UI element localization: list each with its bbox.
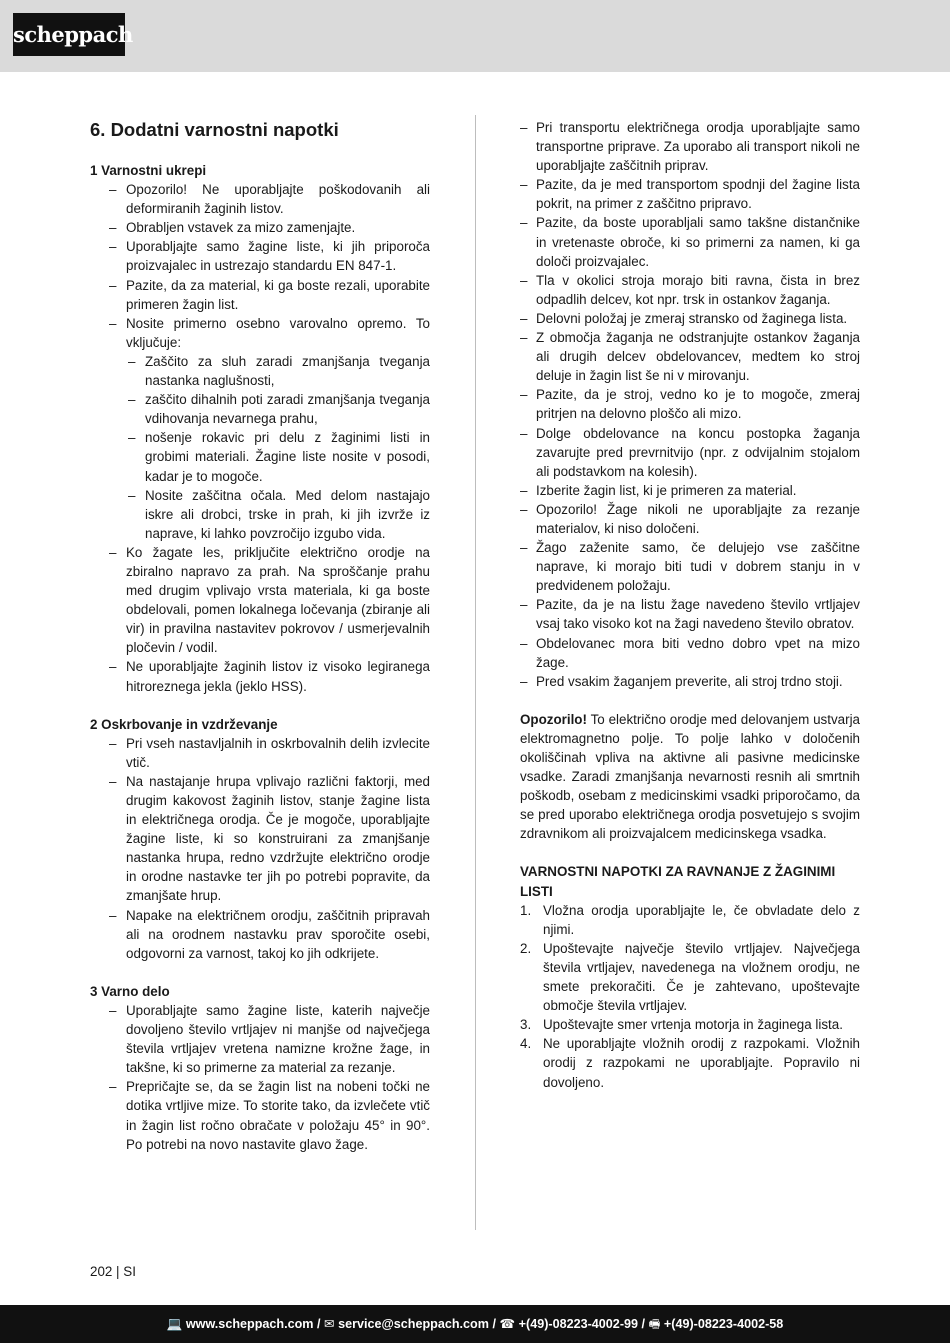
list-item: – Napake na električnem orodju, zaščitnih pripravah ali na orodnem nastavku prav sporočite osebi, odgovorni za varnost, takoj ko jih odkrijete. [90, 906, 430, 963]
sub-list-item: – Zaščito za sluh zaradi zmanjšanja tveganja nastanka naglušnosti, [126, 352, 430, 390]
sub-list-item: – nošenje rokavic pri delu z žaginimi listi in grobimi materiali. Žagine liste nosite v posodi, kadar je to mogoče. [126, 428, 430, 485]
numbered-item [520, 1015, 860, 1034]
list-item-text: Nosite primerno osebno varovalno opremo. To vključuje: [126, 315, 430, 350]
mail-icon: ✉ [324, 1317, 335, 1331]
subsection-title: 3 Varno delo [90, 983, 170, 999]
item-number: 2. [520, 940, 532, 956]
numbered-item [520, 1034, 860, 1091]
item-text: Ne uporabljajte vložnih orodij z razpokami. Vložnih orodij z razpokami ne uporabljajte. Popravilo ni dovoljeno. [543, 1036, 860, 1090]
emf-warning [520, 710, 860, 844]
safety-measures-list [90, 180, 430, 696]
list-item: – Na nastajanje hrupa vplivajo različni faktorji, med drugim kakovost žaginih listov, stanje žagine lista in električnega orodja. Če je mogoče, uporabljajte žagine liste, ki so konstruirani za zmanjšanje nastanka hrupa, redno vzdržujte električno orodje in orodne nastavke ter jih po potrebi popravite, da zmanjšate hrup. [90, 772, 430, 906]
list-item: – Pazite, da je na listu žage navedeno število vrtljajev vsaj tako visoko kot na žagi navedeno število obratov. [520, 595, 860, 633]
warning-text: To električno orodje med delovanjem ustvarja elektromagnetno polje. To polje lahko v določenih okoliščinah vpliva na aktivne ali pasivne medicinske vsadke. Zaradi zmanjšanja nevarnosti resnih ali smrtnih poškodb, osebam z medicinskimi vsadki priporočamo, da se pred uporabo električnega orodja posvetujejo s svojim zdravnikom ali proizvajalcem medicinskega vsadka. [520, 711, 860, 842]
list-item: – Z območja žaganja ne odstranjujte ostankov žaganja ali drugih delcev obdelovancev, medtem ko stroj deluje in žagin list še ni v mirovanju. [520, 328, 860, 385]
sub-list-item: – zaščito dihalnih poti zaradi zmanjšanja tveganja vdihovanja nevarnega prahu, [126, 390, 430, 428]
footer-phone[interactable]: +(49)-08223-4002-99 / [518, 1317, 646, 1331]
list-item: – Pazite, da za material, ki ga boste rezali, uporabite primeren žagin list. [90, 276, 430, 314]
item-number: 4. [520, 1036, 532, 1052]
safe-work-list-continued [520, 118, 860, 691]
list-item: – Pazite, da je med transportom spodnji del žagine lista pokrit, na primer z zaščitno pripravo. [520, 175, 860, 213]
numbered-item [520, 901, 860, 939]
column-divider [475, 115, 476, 1230]
list-item: – Uporabljajte samo žagine liste, ki jih priporoča proizvajalec in ustrezajo standardu EN 847-1. [90, 237, 430, 275]
list-item: – Pazite, da je stroj, vedno ko je to mogoče, zmeraj pritrjen na delovno ploščo ali mizo. [520, 385, 860, 423]
list-item: – Ne uporabljajte žaginih listov iz visoko legiranega hitroreznega jekla (jeklo HSS). [90, 657, 430, 695]
footer-email[interactable]: service@scheppach.com / [338, 1317, 496, 1331]
list-item: – Opozorilo! Ne uporabljajte poškodovanih ali deformiranih žaginih listov. [90, 180, 430, 218]
item-text: Vložna orodja uporabljajte le, če obvladate delo z njimi. [543, 902, 860, 937]
footer-website[interactable]: www.scheppach.com / [185, 1317, 321, 1331]
list-item: – Tla v okolici stroja morajo biti ravna, čista in brez odpadlih delcev, kot npr. trsk in ostankov žaganja. [520, 271, 860, 309]
left-column [90, 118, 430, 1154]
footer-bar [0, 1305, 950, 1343]
fax-icon: 🖷 [648, 1317, 661, 1331]
list-item: – Opozorilo! Žage nikoli ne uporabljajte za rezanje materialov, ki niso določeni. [520, 500, 860, 538]
safe-work-list [90, 1001, 430, 1154]
computer-icon: 💻 [166, 1317, 183, 1331]
list-item: – Pri vseh nastavljalnih in oskrbovalnih delih izvlecite vtič. [90, 734, 430, 772]
item-number: 1. [520, 902, 532, 918]
list-item: – Dolge obdelovance na koncu postopka žaganja zavarujte pred prevrnitvijo (npr. z odvijalnim stojalom ali podstavkom na kolesih). [520, 424, 860, 481]
header-bar [0, 0, 950, 72]
list-item: – Izberite žagin list, ki je primeren za material. [520, 481, 860, 500]
section-title: 6. Dodatni varnostni napotki [90, 119, 339, 140]
warning-label: Opozorilo! [520, 711, 587, 727]
blade-safety-list [520, 901, 860, 1092]
sub-list-item: – Nosite zaščitna očala. Med delom nastajajo iskre ali drobci, trske in prah, ki jih izvrže iz naprave, ki lahko povzročijo izgubo vida. [126, 486, 430, 543]
list-item: – Ko žagate les, priključite električno orodje na zbiralno napravo za prah. Na sproščanje prahu med drugim vplivajo vrsta materiala, ki ga boste obdelovali, pomen lokalnega ločevanja (zbiranje ali vir) in pravilna nastavitev pokrovov / usmerjevalnih pločevin / vodil. [90, 543, 430, 658]
right-column [520, 118, 860, 1092]
list-item: – Uporabljajte samo žagine liste, katerih največje dovoljeno število vrtljajev ni manjše od največjega števila vrtljajev vretena namizne krožne žage, in takšne, ki so primerne za material za rezanje. [90, 1001, 430, 1077]
subsection-title: 2 Oskrbovanje in vzdrževanje [90, 716, 278, 732]
list-item: – Pri transportu električnega orodja uporabljajte samo transportne priprave. Za uporabo ali transport nikoli ne uporabljajte zaščitnih priprav. [520, 118, 860, 175]
page-number: 202 | SI [90, 1264, 136, 1279]
list-item: – Delovni položaj je zmeraj stransko od žaginega lista. [520, 309, 860, 328]
list-item: – Prepričajte se, da se žagin list na nobeni točki ne dotika vrtljive mize. To storite tako, da izvlečete vtič in žagin list ročno obračate v položaju 45° in 90°. Po potrebi na novo nastavite glavo žage. [90, 1077, 430, 1153]
brand-logo: scheppach [13, 13, 125, 56]
list-item [90, 314, 430, 543]
list-item: – Pazite, da boste uporabljali samo takšne distančnike in vretenaste obroče, ki so primerni za namen, ki ga določi proizvajalec. [520, 213, 860, 270]
list-item: – Žago zaženite samo, če delujejo vse zaščitne naprave, ki morajo biti tudi v dobrem stanju in v predvidenem položaju. [520, 538, 860, 595]
footer-fax: +(49)-08223-4002-58 [663, 1317, 784, 1331]
subsection-title: 1 Varnostni ukrepi [90, 163, 207, 178]
list-item: – Obdelovanec mora biti vedno dobro vpet na mizo žage. [520, 634, 860, 672]
numbered-item [520, 939, 860, 1015]
item-number: 3. [520, 1017, 532, 1033]
item-text: Upoštevajte smer vrtenja motorja in žaginega lista. [543, 1017, 843, 1033]
phone-icon: ☎ [499, 1317, 516, 1331]
ppe-sublist [126, 352, 430, 543]
list-item: – Obrabljen vstavek za mizo zamenjajte. [90, 218, 430, 237]
list-item: – Pred vsakim žaganjem preverite, ali stroj trdno stoji. [520, 672, 860, 691]
blade-safety-title: VARNOSTNI NAPOTKI ZA RAVNANJE Z ŽAGINIMI LISTI [520, 864, 836, 899]
item-text: Upoštevajte največje število vrtljajev. Največjega števila vrtljajev, navedenega na vložnem orodju, ne smete prekoračiti. Če je zahtevano, upoštevajte območje števila vrtljajev. [543, 940, 860, 1014]
maintenance-list [90, 734, 430, 963]
